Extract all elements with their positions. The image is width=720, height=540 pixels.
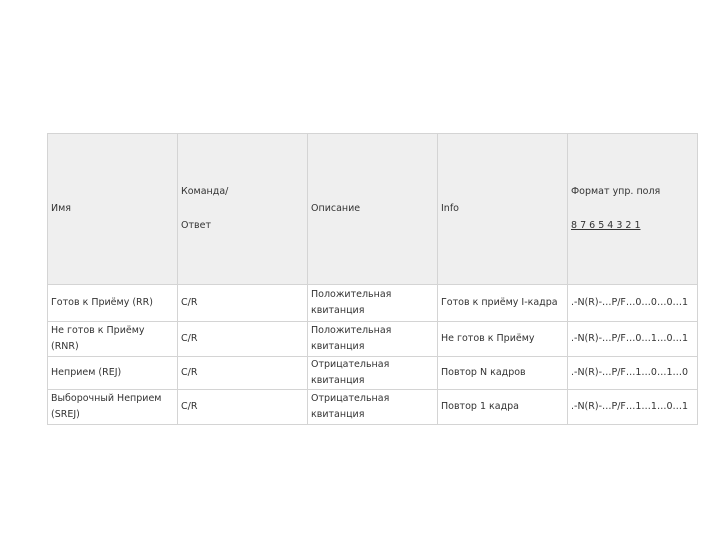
cell-command: C/R bbox=[178, 322, 308, 357]
header-format-bits: 8 7 6 5 4 3 2 1 bbox=[571, 220, 641, 231]
header-command bbox=[178, 134, 308, 285]
cell-info: Повтор N кадров bbox=[438, 357, 568, 390]
cell-name: Не готов к Приёму (RNR) bbox=[48, 322, 178, 357]
cell-command: C/R bbox=[178, 390, 308, 425]
header-description bbox=[308, 134, 438, 285]
cell-info: Повтор 1 кадра bbox=[438, 390, 568, 425]
cell-command: C/R bbox=[178, 285, 308, 322]
header-name-text: Имя bbox=[51, 203, 71, 214]
supervisory-frames-table bbox=[47, 133, 698, 425]
cell-format: .-N(R)-…P/F…0…1…0…1 bbox=[568, 322, 698, 357]
cell-format: .-N(R)-…P/F…1…0…1…0 bbox=[568, 357, 698, 390]
header-name bbox=[48, 134, 178, 285]
table-row bbox=[48, 285, 698, 322]
cell-description: Отрицательная квитанция bbox=[308, 390, 438, 425]
header-command-line2: Ответ bbox=[181, 220, 211, 231]
header-format bbox=[568, 134, 698, 285]
cell-description: Положительная квитанция bbox=[308, 285, 438, 322]
cell-description: Отрицательная квитанция bbox=[308, 357, 438, 390]
header-info bbox=[438, 134, 568, 285]
cell-info: Не готов к Приёму bbox=[438, 322, 568, 357]
header-format-line1: Формат упр. поля bbox=[571, 186, 661, 197]
table-row bbox=[48, 390, 698, 425]
cell-description: Положительная квитанция bbox=[308, 322, 438, 357]
header-info-text: Info bbox=[441, 203, 459, 214]
header-command-line1: Команда/ bbox=[181, 186, 229, 197]
cell-name: Неприем (REJ) bbox=[48, 357, 178, 390]
cell-name: Выборочный Неприем (SREJ) bbox=[48, 390, 178, 425]
header-format-spacer bbox=[571, 200, 694, 218]
table-row bbox=[48, 357, 698, 390]
table-row bbox=[48, 322, 698, 357]
cell-info: Готов к приёму I-кадра bbox=[438, 285, 568, 322]
cell-format: .-N(R)-…P/F…0…0…0…1 bbox=[568, 285, 698, 322]
header-description-text: Описание bbox=[311, 203, 361, 214]
cell-format: .-N(R)-…P/F…1…1…0…1 bbox=[568, 390, 698, 425]
table-header-row bbox=[48, 134, 698, 285]
cell-command: C/R bbox=[178, 357, 308, 390]
cell-name: Готов к Приёму (RR) bbox=[48, 285, 178, 322]
header-command-spacer bbox=[181, 200, 304, 218]
